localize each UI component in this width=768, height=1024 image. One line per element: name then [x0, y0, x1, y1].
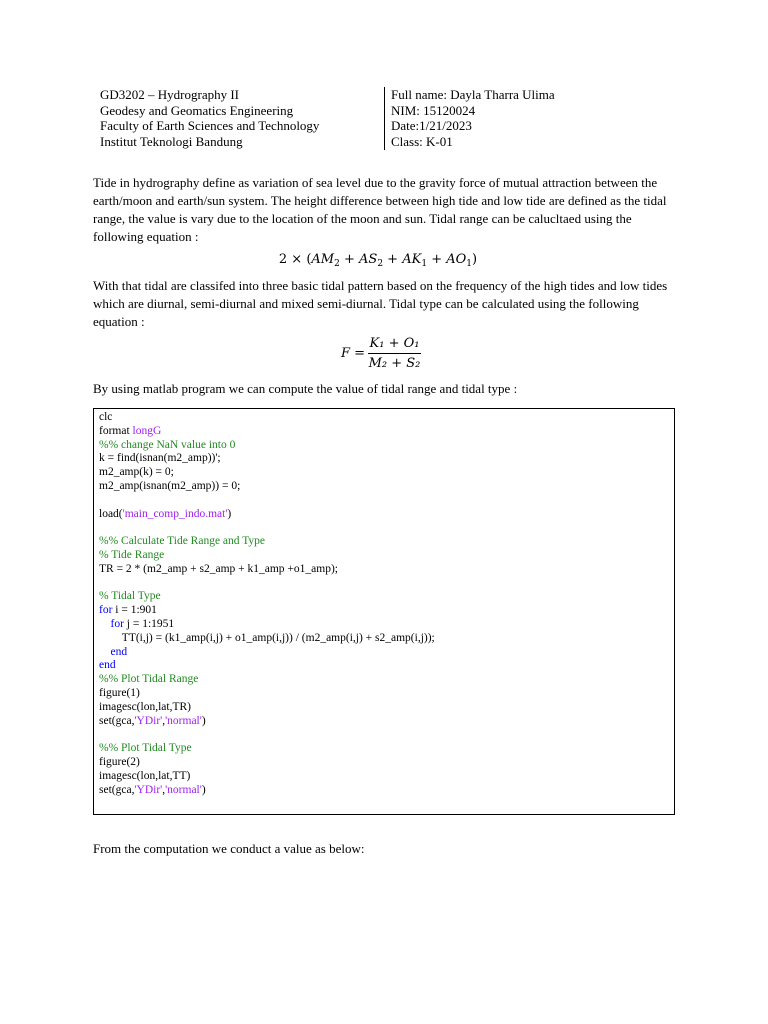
intro-paragraph: Tide in hydrography define as variation of sea level due to the gravity force of mutual attraction between the earth/moon and earth/sun system. The height difference between high tide and low tide are defined as the tidal range, the value is vary due to the location of the moon and sun. Tidal range can be calucltaed using the following equation : [93, 175, 667, 244]
code-text: ) [227, 507, 232, 520]
code-text: m2_amp(isnan(m2_amp)) = 0; [99, 479, 241, 492]
code-keyword: for [110, 617, 124, 630]
document-header [100, 87, 660, 151]
code-text: figure(2) [99, 755, 140, 768]
code-line [99, 618, 435, 632]
code-line [99, 494, 435, 508]
code-line [99, 715, 435, 729]
institution: Institut Teknologi Bandung [100, 133, 243, 149]
header-divider [384, 87, 385, 150]
code-comment: %% change NaN value into 0 [99, 438, 236, 451]
equation-subscript: 1 [421, 259, 428, 269]
code-string: 'YDir' [134, 783, 163, 796]
code-line [99, 521, 435, 535]
submission-date: Date:1/21/2023 [391, 118, 472, 133]
tidal-range-equation [0, 252, 768, 269]
code-text [99, 646, 111, 658]
code-keyword: for [99, 604, 113, 617]
code-line [99, 563, 435, 577]
code-line [99, 742, 435, 756]
classification-paragraph: With that tidal are classifed into three basic tidal pattern based on the frequency of the high tides and low tides which are diurnal, semi-diurnal and mixed semi-diurnal. Tidal type can be calculated using the following equation : [93, 278, 668, 329]
equation-term: $AM_2$ [311, 252, 340, 269]
code-line [99, 452, 435, 466]
code-text: imagesc(lon,lat,TT) [99, 769, 191, 782]
matlab-code-box [93, 408, 675, 815]
code-text: TR = 2 * (m2_amp + s2_amp + k1_amp +o1_amp); [99, 562, 338, 575]
code-text: figure(1) [99, 686, 140, 699]
equation-subscript: 1 [466, 259, 473, 269]
code-line [99, 659, 435, 673]
code-line [99, 784, 435, 798]
code-text: ) [201, 714, 206, 727]
equation-suffix: ) [472, 252, 478, 267]
student-nim: NIM: 15120024 [391, 102, 476, 118]
equation-subscript: 2 [334, 259, 340, 269]
code-line [99, 770, 435, 784]
code-line [99, 480, 435, 494]
class-label: Class: K-01 [391, 133, 453, 149]
code-line [99, 646, 435, 660]
equation-prefix: 2 × ( [278, 252, 312, 267]
fraction-numerator: K₁ + O₁ [369, 336, 420, 351]
code-line [99, 549, 435, 563]
code-string: 'normal' [165, 783, 202, 796]
course-code: GD3202 – Hydrography II [100, 87, 240, 102]
equation-operator: + [427, 252, 447, 267]
code-text: TT(i,j) = (k1_amp(i,j) + o1_amp(i,j)) / (m2_amp(i,j) + s2_amp(i,j)); [99, 631, 435, 644]
code-comment: %% Calculate Tide Range and Type [99, 535, 266, 548]
equation-operator: + [339, 252, 360, 267]
code-line [99, 701, 435, 715]
fraction-bar [368, 353, 421, 354]
code-text: , [162, 714, 166, 727]
code-text: k = find(isnan(m2_amp))'; [99, 452, 221, 465]
code-string: longG [132, 424, 162, 437]
code-text: set(gca, [99, 714, 135, 727]
code-comment: %% Plot Tidal Range [99, 673, 199, 686]
formzahl-fraction [368, 336, 421, 372]
code-text: j = 1:1951 [123, 617, 175, 630]
equation-term: $AK_1$ [402, 252, 428, 269]
code-line [99, 590, 435, 604]
code-text: load( [99, 507, 123, 520]
equation-operator: + [383, 252, 403, 267]
code-text: set(gca, [99, 783, 135, 796]
code-keyword: end [110, 645, 128, 658]
fraction-denominator: M₂ + S₂ [368, 356, 421, 371]
course-info [100, 87, 380, 149]
student-name: Full name: Dayla Tharra Ulima [391, 87, 555, 102]
matlab-intro-paragraph: By using matlab program we can compute the value of tidal range and tidal type : [93, 381, 518, 396]
code-line [99, 604, 435, 618]
code-text [99, 618, 111, 630]
code-comment: % Tide Range [99, 548, 165, 561]
equation-term: $AS_2$ [359, 252, 384, 269]
code-line [99, 687, 435, 701]
code-line [99, 728, 435, 742]
code-line [99, 411, 435, 425]
equation-subscript: 2 [377, 259, 384, 269]
department: Geodesy and Geomatics Engineering [100, 102, 294, 118]
formzahl-lhs: F = [341, 346, 366, 361]
code-text: clc [99, 411, 113, 423]
code-line [99, 508, 435, 522]
code-string: 'main_comp_indo.mat' [122, 507, 228, 520]
matlab-code [99, 411, 435, 797]
code-text: ) [201, 783, 206, 796]
faculty: Faculty of Earth Sciences and Technology [100, 118, 320, 133]
code-comment: %% Plot Tidal Type [99, 742, 192, 755]
code-line [99, 535, 435, 549]
code-string: 'YDir' [134, 714, 163, 727]
code-line [99, 673, 435, 687]
code-line [99, 439, 435, 453]
code-line [99, 425, 435, 439]
code-text: i = 1:901 [112, 604, 157, 617]
code-line [99, 577, 435, 591]
code-line [99, 632, 435, 646]
tidal-range-formula [279, 252, 477, 269]
code-text: imagesc(lon,lat,TR) [99, 700, 191, 713]
code-line [99, 756, 435, 770]
code-line [99, 466, 435, 480]
code-text: m2_amp(k) = 0; [99, 466, 174, 479]
code-string: 'normal' [165, 714, 202, 727]
code-keyword: end [99, 659, 116, 672]
code-comment: % Tidal Type [99, 590, 161, 603]
code-text: , [162, 783, 166, 796]
conclusion-paragraph: From the computation we conduct a value as below: [93, 841, 365, 856]
code-text: format [99, 424, 133, 437]
equation-term: $AO_1$ [446, 252, 473, 269]
student-info [391, 87, 651, 149]
